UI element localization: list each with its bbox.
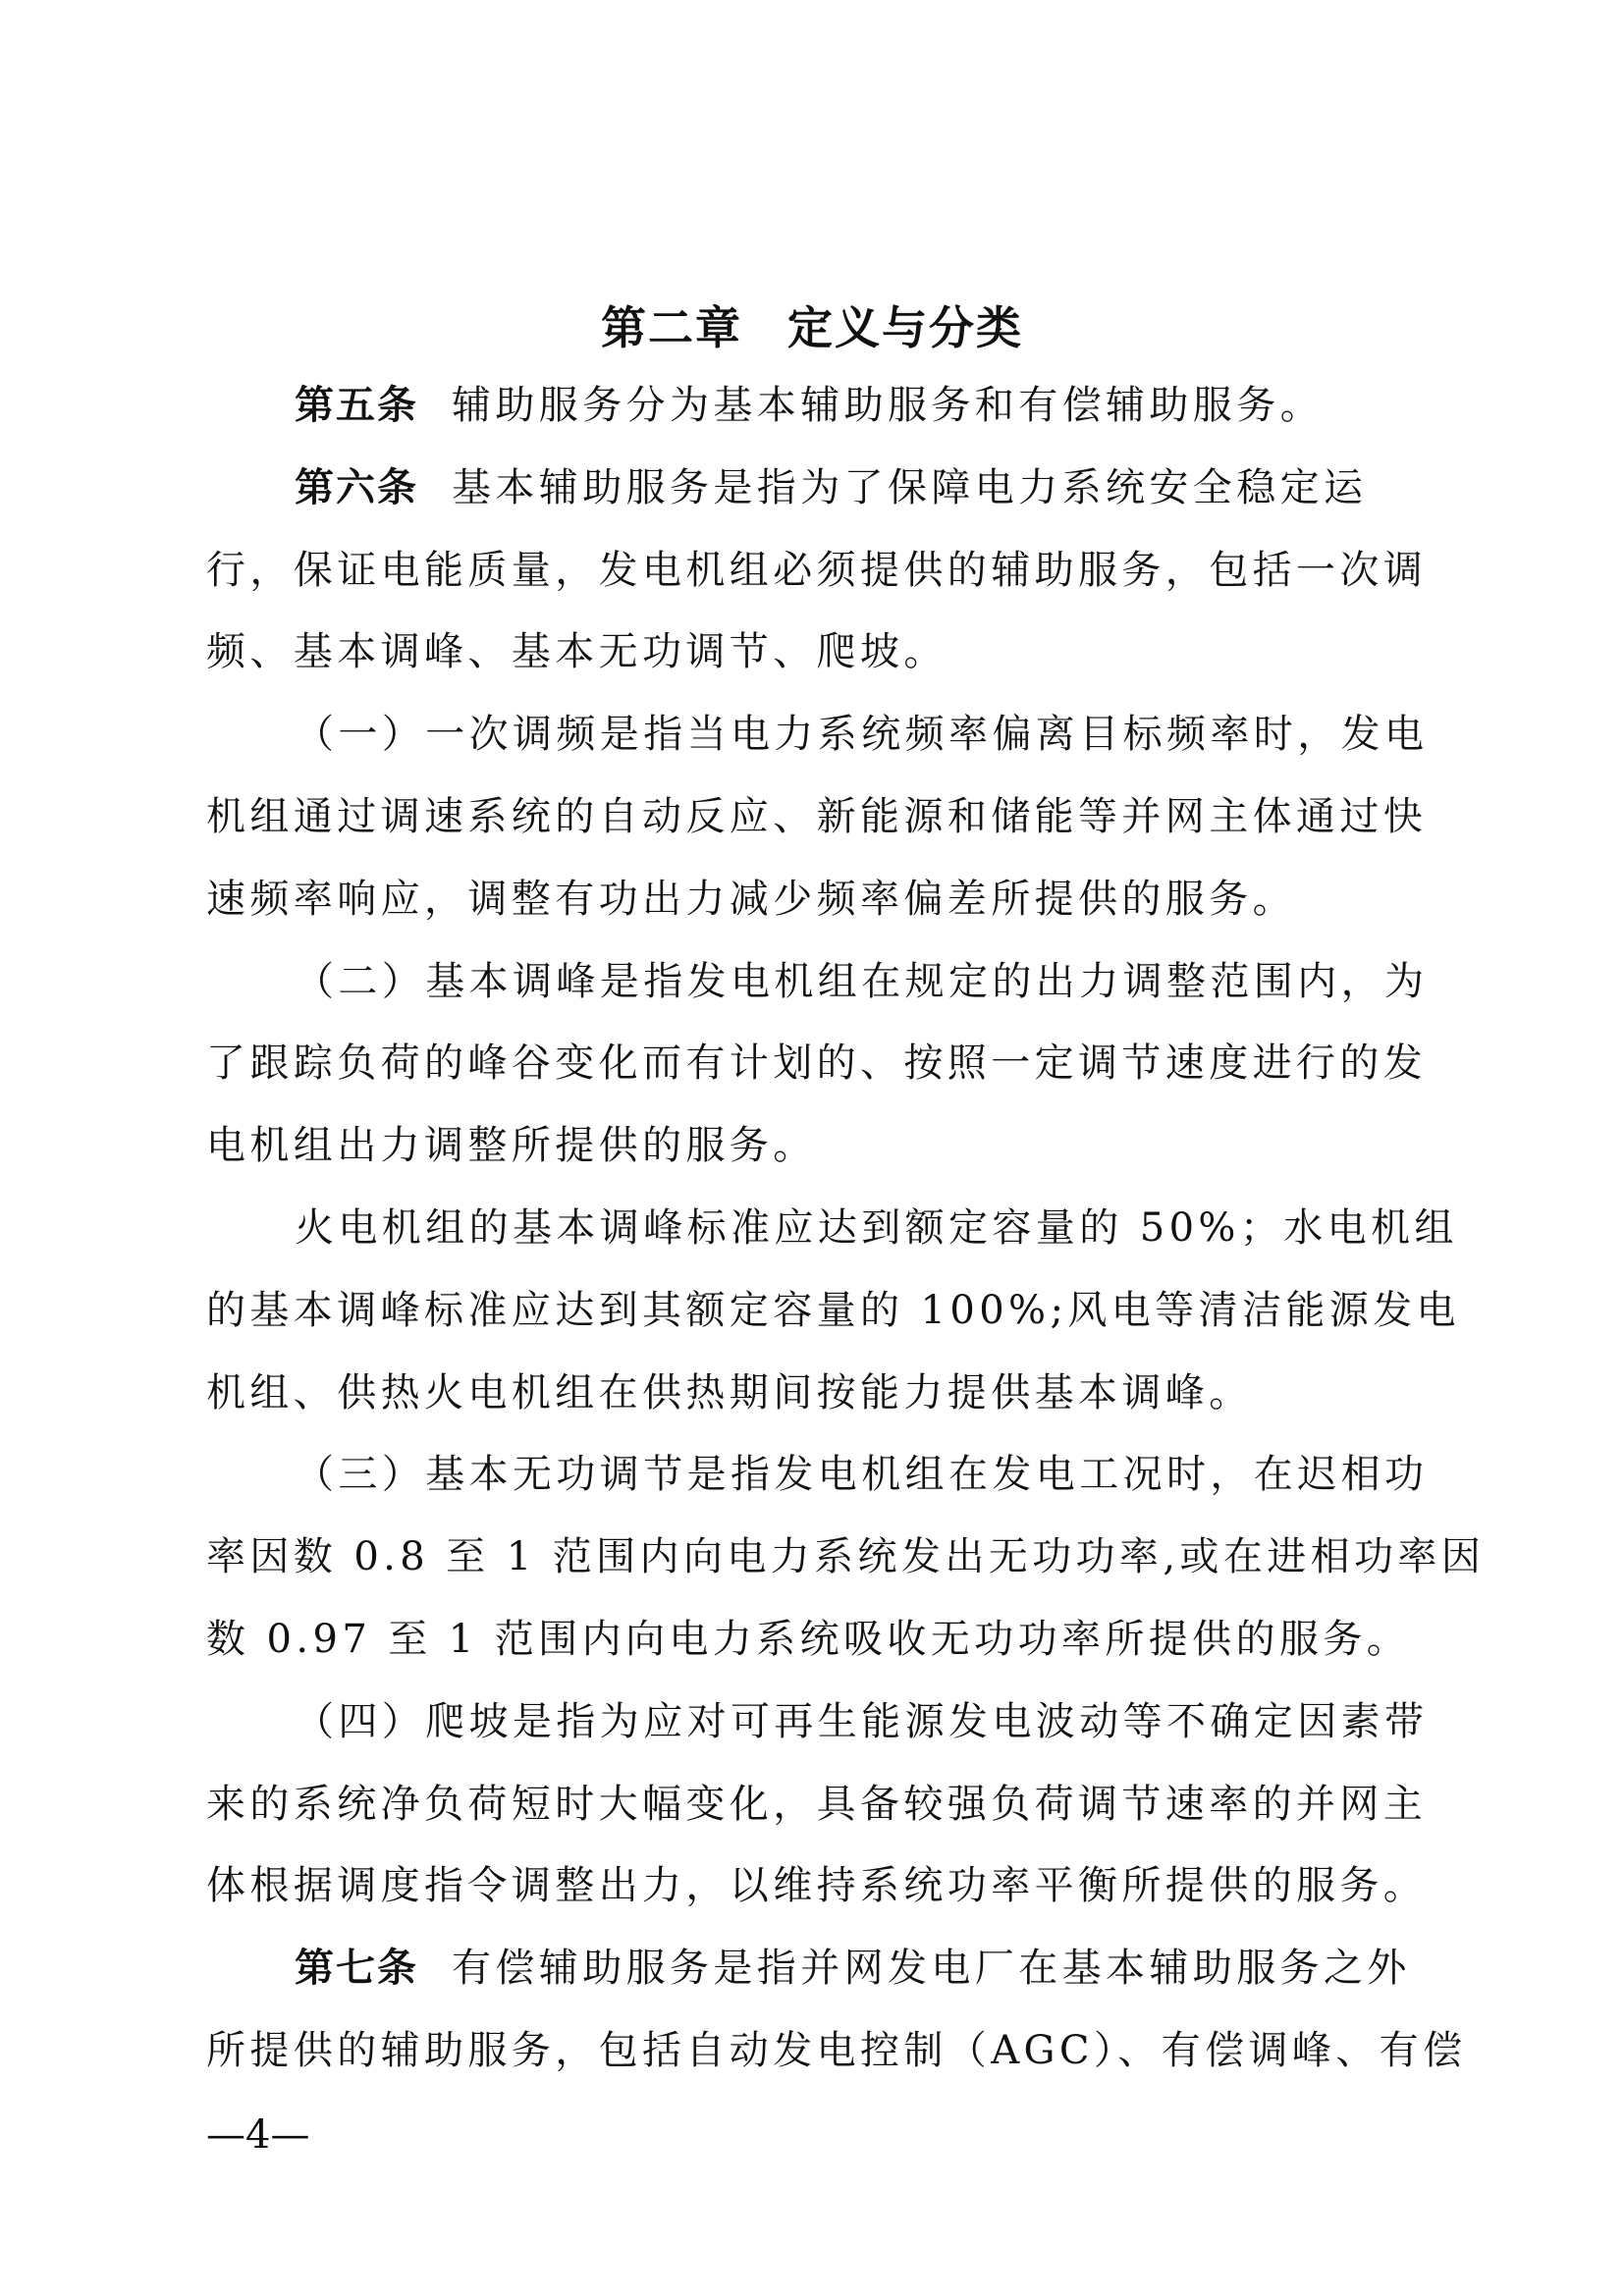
text-line [206, 1434, 1434, 1517]
line-text: 行，保证电能质量，发电机组必须提供的辅助服务，包括一次调 [206, 547, 1428, 593]
text-line [206, 2010, 1467, 2093]
text-line [206, 1023, 1434, 1105]
line-text: （一）一次调频是指当电力系统频率偏离目标频率时，发电 [295, 712, 1429, 758]
line-text: 火电机组的基本调峰标准应达到额定容量的 50%；水电机组 [295, 1204, 1458, 1251]
text-line [206, 1270, 1460, 1353]
line-text: 体根据调度指令调整出力，以维持系统功率平衡所提供的服务。 [206, 1863, 1428, 1909]
line-text: 数 0.97 至 1 范围内向电力系统吸收无功功率所提供的服务。 [206, 1616, 1411, 1662]
line-text: （二）基本调峰是指发电机组在规定的出力调整范围内，为 [295, 958, 1429, 1004]
text-line [206, 1682, 1434, 1764]
text-line [206, 365, 1434, 448]
text-line [206, 1599, 1434, 1682]
line-text: （三）基本无功调节是指发电机组在发电工况时，在迟相功 [295, 1452, 1429, 1498]
line-text: （四）爬坡是指为应对可再生能源发电波动等不确定因素带 [295, 1698, 1429, 1744]
text-line [206, 1928, 1434, 2010]
article-label: 第六条 [295, 464, 418, 510]
chapter-title [0, 293, 1624, 357]
line-text: 的基本调峰标准应达到其额定容量的 100%;风电等清洁能源发电 [206, 1287, 1460, 1333]
text-line [206, 1764, 1434, 1846]
line-text: 率因数 0.8 至 1 范围内向电力系统发出无功功率,或在进相功率因 [206, 1534, 1486, 1580]
article-label: 第五条 [295, 383, 418, 428]
line-text: 来的系统净负荷短时大幅变化，具备较强负荷调节速率的并网主 [206, 1781, 1428, 1827]
document-body [206, 365, 1486, 2093]
text-line [206, 776, 1434, 859]
chapter-name: 定义与分类 [787, 301, 1023, 354]
text-line [206, 1517, 1486, 1599]
text-line [206, 859, 1434, 941]
line-text: 所提供的辅助服务，包括自动发电控制（AGC）、有偿调峰、有偿 [206, 2027, 1467, 2073]
text-line [206, 1353, 1434, 1435]
text-line [206, 530, 1434, 613]
line-text: 机组、供热火电机组在供热期间按能力提供基本调峰。 [206, 1369, 1253, 1415]
line-text: 有偿辅助服务是指并网发电厂在基本辅助服务之外 [452, 1946, 1411, 1992]
text-line [206, 612, 1434, 694]
article-label: 第七条 [295, 1946, 418, 1992]
line-text: 电机组出力调整所提供的服务。 [206, 1123, 817, 1169]
chapter-number: 第二章 [601, 301, 742, 354]
line-text: 频、基本调峰、基本无功调节、爬坡。 [206, 629, 947, 675]
line-text: 了跟踪负荷的峰谷变化而有计划的、按照一定调节速度进行的发 [206, 1041, 1428, 1087]
line-text: 基本辅助服务是指为了保障电力系统安全稳定运 [452, 464, 1368, 510]
page-number: —4— [206, 2112, 310, 2158]
line-text: 机组通过调速系统的自动反应、新能源和储能等并网主体通过快 [206, 793, 1428, 839]
line-text: 辅助服务分为基本辅助服务和有偿辅助服务。 [452, 383, 1324, 428]
text-line [206, 941, 1434, 1024]
text-line [206, 448, 1434, 530]
text-line [206, 1105, 1434, 1188]
text-line [206, 1188, 1458, 1270]
text-line [206, 1845, 1434, 1928]
text-line [206, 694, 1434, 776]
line-text: 速频率响应，调整有功出力减少频率偏差所提供的服务。 [206, 876, 1296, 922]
